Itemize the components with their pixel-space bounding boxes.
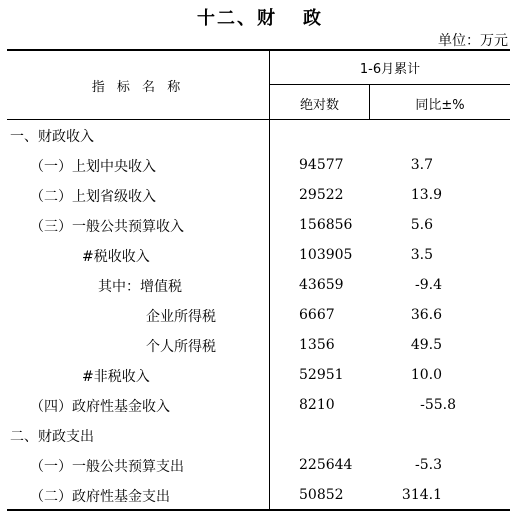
title-part-1: 十二、财 [197,8,277,29]
row-value: 94577 [299,157,344,173]
row-yoy: 49.5 [410,337,442,353]
row-value: 8210 [299,397,335,413]
row-label: （四）政府性基金收入 [30,399,170,415]
row-yoy: 10.0 [410,367,442,383]
unit-label: 单位：万元 [438,33,508,49]
row-yoy: 5.6 [410,217,433,233]
row-value: 6667 [299,307,335,323]
row-value: 1356 [299,337,335,353]
header-sub-rule [270,84,510,85]
header-period: 1-6月累计 [359,62,421,77]
row-label: （二）上划省级收入 [30,189,156,205]
row-label: 企业所得税 [146,309,216,325]
row-yoy: -55.8 [420,397,456,413]
row-label: （一）上划中央收入 [30,159,156,175]
row-label: （三）一般公共预算收入 [30,219,184,235]
row-label: 二、财政支出 [10,429,94,445]
header-bottom-rule [7,119,510,120]
row-value: 52951 [299,367,344,383]
row-yoy: 36.6 [410,307,442,323]
row-yoy: -9.4 [415,277,442,293]
column-divider [269,50,270,510]
row-label: 个人所得税 [146,339,216,355]
row-label: 其中：增值税 [98,279,182,295]
row-value: 43659 [299,277,344,293]
row-yoy: 3.5 [410,247,433,263]
header-yoy: 同比±% [415,98,465,113]
page-title [0,4,520,30]
row-yoy: 13.9 [410,187,442,203]
table-bottom-rule [7,509,510,511]
table-top-rule [7,49,510,51]
row-value: 29522 [299,187,344,203]
row-label: #非税收入 [82,369,150,385]
row-yoy: -5.3 [415,457,442,473]
row-value: 225644 [299,457,353,473]
title-part-2: 政 [303,8,323,29]
row-value: 103905 [299,247,353,263]
row-label: 一、财政收入 [10,129,94,145]
header-absolute: 绝对数 [299,98,339,113]
row-label: （二）政府性基金支出 [30,489,170,505]
row-label: （一）一般公共预算支出 [30,459,184,475]
header-indicator: 指 标 名 称 [91,80,185,95]
row-value: 50852 [299,487,344,503]
row-value: 156856 [299,217,353,233]
row-yoy: 3.7 [410,157,433,173]
row-label: #税收收入 [82,249,150,265]
row-yoy: 314.1 [401,487,442,503]
